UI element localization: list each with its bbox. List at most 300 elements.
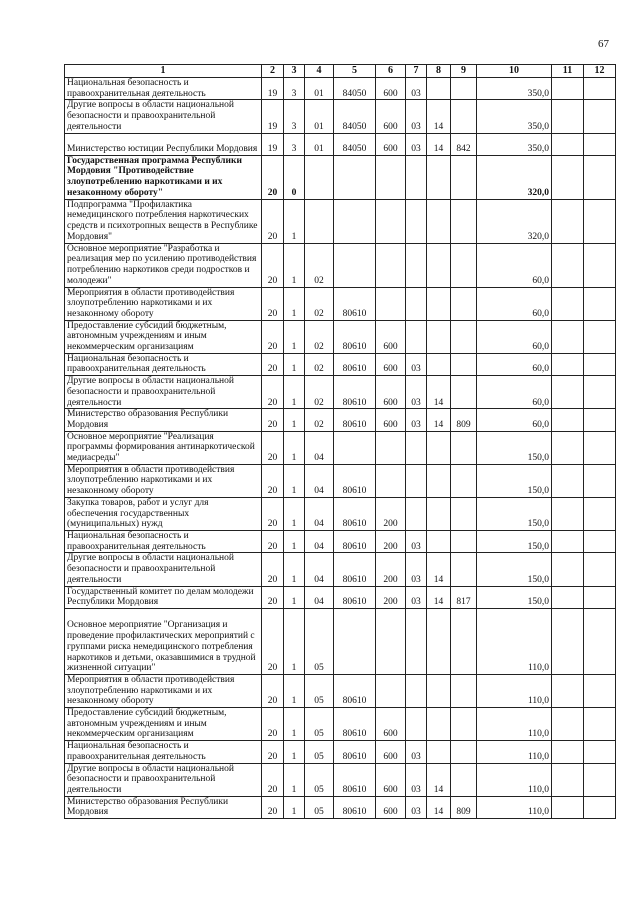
- table-row: [65, 199, 616, 243]
- cell-c7: [406, 608, 427, 674]
- cell-c10: 110,0: [477, 708, 552, 741]
- cell-c4: 02: [305, 243, 334, 287]
- row-name: Предоставление субсидий бюджетным, автономным учреждениям и иным некоммерческим организациям: [67, 708, 227, 740]
- cell-c3: 1: [284, 586, 305, 608]
- cell-c10: 150,0: [477, 497, 552, 530]
- cell-c2: 20: [262, 708, 284, 741]
- cell-c2: 19: [262, 78, 284, 100]
- cell-c9: 809: [451, 409, 477, 431]
- cell-c12: [584, 763, 616, 796]
- cell-c12: [584, 409, 616, 431]
- cell-c11: [552, 796, 584, 818]
- cell-c5: 80610: [334, 497, 376, 530]
- cell-c9: [451, 497, 477, 530]
- cell-c7: 03: [406, 796, 427, 818]
- cell-c10: 150,0: [477, 464, 552, 497]
- cell-c2: 20: [262, 586, 284, 608]
- cell-c2: 20: [262, 243, 284, 287]
- cell-c4: 01: [305, 100, 334, 133]
- row-name: Основное мероприятие "Разработка и реализация мер по усилению противодействия потреблению наркотиков среди подростков и молодежи": [67, 243, 257, 286]
- cell-c6: [376, 464, 406, 497]
- cell-c8: [427, 155, 451, 199]
- row-name: Национальная безопасность и правоохранительная деятельность: [67, 78, 206, 99]
- cell-c9: [451, 741, 477, 763]
- cell-c6: 600: [376, 763, 406, 796]
- cell-c11: [552, 133, 584, 155]
- cell-c4: 04: [305, 553, 334, 586]
- cell-c2: 20: [262, 796, 284, 818]
- table-row: [65, 133, 616, 155]
- cell-c3: 1: [284, 431, 305, 464]
- column-header-3: 3: [284, 65, 305, 78]
- cell-c3: 1: [284, 763, 305, 796]
- cell-c7: 03: [406, 741, 427, 763]
- cell-c9: [451, 78, 477, 100]
- cell-c3: 1: [284, 353, 305, 375]
- cell-c5: 80610: [334, 586, 376, 608]
- table-row: [65, 796, 616, 818]
- cell-c4: 02: [305, 409, 334, 431]
- row-name: Государственный комитет по делам молодежи Республики Мордовия: [67, 586, 254, 608]
- cell-c8: [427, 199, 451, 243]
- cell-c7: 03: [406, 133, 427, 155]
- cell-c10: 150,0: [477, 586, 552, 608]
- cell-c5: 80610: [334, 796, 376, 818]
- cell-c9: [451, 155, 477, 199]
- cell-c3: 1: [284, 497, 305, 530]
- cell-c6: 600: [376, 376, 406, 409]
- cell-c4: 05: [305, 708, 334, 741]
- cell-c12: [584, 78, 616, 100]
- cell-c9: [451, 530, 477, 552]
- cell-c11: [552, 431, 584, 464]
- cell-c9: [451, 376, 477, 409]
- row-name: Другие вопросы в области национальной безопасности и правоохранительной деятельности: [67, 763, 234, 795]
- cell-c8: [427, 708, 451, 741]
- cell-c12: [584, 586, 616, 608]
- cell-c4: 04: [305, 464, 334, 497]
- cell-c5: 80610: [334, 674, 376, 707]
- cell-c3: 1: [284, 708, 305, 741]
- cell-c7: [406, 199, 427, 243]
- cell-c2: 20: [262, 530, 284, 552]
- cell-c3: 1: [284, 741, 305, 763]
- cell-c4: 02: [305, 353, 334, 375]
- cell-c2: 20: [262, 608, 284, 674]
- cell-c8: [427, 320, 451, 353]
- cell-c2: 20: [262, 199, 284, 243]
- cell-c8: [427, 741, 451, 763]
- cell-c3: 1: [284, 409, 305, 431]
- cell-c12: [584, 100, 616, 133]
- cell-c6: 600: [376, 353, 406, 375]
- cell-c12: [584, 608, 616, 674]
- cell-c2: 20: [262, 320, 284, 353]
- table-row: [65, 78, 616, 100]
- cell-c10: 350,0: [477, 78, 552, 100]
- row-name-cell: [65, 353, 262, 375]
- cell-c12: [584, 133, 616, 155]
- cell-c5: 80610: [334, 708, 376, 741]
- cell-c11: [552, 100, 584, 133]
- cell-c8: [427, 464, 451, 497]
- cell-c7: 03: [406, 100, 427, 133]
- cell-c2: 20: [262, 497, 284, 530]
- row-name-cell: [65, 155, 262, 199]
- cell-c12: [584, 796, 616, 818]
- row-name: Закупка товаров, работ и услуг для обеспечения государственных (муниципальных) нужд: [67, 497, 209, 530]
- cell-c10: 150,0: [477, 530, 552, 552]
- row-name-cell: [65, 586, 262, 608]
- cell-c8: 14: [427, 100, 451, 133]
- cell-c4: 04: [305, 586, 334, 608]
- cell-c10: 60,0: [477, 353, 552, 375]
- cell-c4: 02: [305, 287, 334, 320]
- cell-c6: [376, 199, 406, 243]
- cell-c4: 04: [305, 530, 334, 552]
- row-name: Национальная безопасность и правоохранительная деятельность: [67, 530, 206, 552]
- row-name-cell: [65, 376, 262, 409]
- cell-c12: [584, 287, 616, 320]
- cell-c9: [451, 553, 477, 586]
- column-header-2: 2: [262, 65, 284, 78]
- row-name-cell: [65, 530, 262, 552]
- cell-c11: [552, 763, 584, 796]
- cell-c12: [584, 553, 616, 586]
- cell-c8: [427, 431, 451, 464]
- column-header-11: 11: [552, 65, 584, 78]
- cell-c2: 20: [262, 155, 284, 199]
- table-row: [65, 409, 616, 431]
- cell-c7: [406, 708, 427, 741]
- cell-c4: 02: [305, 320, 334, 353]
- cell-c7: [406, 674, 427, 707]
- cell-c8: [427, 353, 451, 375]
- row-name-cell: [65, 741, 262, 763]
- cell-c5: 80610: [334, 530, 376, 552]
- row-name-cell: [65, 320, 262, 353]
- column-header-5: 5: [334, 65, 376, 78]
- cell-c3: 1: [284, 376, 305, 409]
- column-header-8: 8: [427, 65, 451, 78]
- cell-c9: [451, 763, 477, 796]
- column-header-10: 10: [477, 65, 552, 78]
- cell-c7: 03: [406, 409, 427, 431]
- table-row: [65, 674, 616, 707]
- cell-c6: [376, 608, 406, 674]
- cell-c6: 600: [376, 78, 406, 100]
- cell-c5: 80610: [334, 763, 376, 796]
- row-name: Министерство юстиции Республики Мордовия: [67, 143, 258, 154]
- cell-c11: [552, 741, 584, 763]
- cell-c3: 1: [284, 320, 305, 353]
- row-name: Министерство образования Республики Мордовия: [67, 796, 229, 818]
- cell-c5: 84050: [334, 133, 376, 155]
- cell-c9: [451, 608, 477, 674]
- cell-c4: 01: [305, 78, 334, 100]
- cell-c12: [584, 353, 616, 375]
- cell-c8: [427, 608, 451, 674]
- cell-c2: 20: [262, 431, 284, 464]
- cell-c6: 600: [376, 708, 406, 741]
- cell-c5: 80610: [334, 553, 376, 586]
- cell-c8: 14: [427, 796, 451, 818]
- cell-c6: [376, 431, 406, 464]
- cell-c9: [451, 464, 477, 497]
- cell-c12: [584, 530, 616, 552]
- cell-c7: 03: [406, 586, 427, 608]
- cell-c10: 320,0: [477, 155, 552, 199]
- cell-c7: [406, 464, 427, 497]
- cell-c9: 842: [451, 133, 477, 155]
- column-header-4: 4: [305, 65, 334, 78]
- cell-c10: 150,0: [477, 431, 552, 464]
- cell-c2: 20: [262, 674, 284, 707]
- cell-c4: 05: [305, 608, 334, 674]
- cell-c8: [427, 287, 451, 320]
- table-row: [65, 243, 616, 287]
- cell-c9: [451, 431, 477, 464]
- cell-c7: 03: [406, 763, 427, 796]
- cell-c9: [451, 353, 477, 375]
- row-name-cell: [65, 796, 262, 818]
- cell-c6: 200: [376, 530, 406, 552]
- cell-c11: [552, 464, 584, 497]
- cell-c5: 80610: [334, 353, 376, 375]
- cell-c8: 14: [427, 133, 451, 155]
- cell-c2: 19: [262, 100, 284, 133]
- cell-c9: [451, 708, 477, 741]
- row-name: Подпрограмма "Профилактика немедицинского потребления наркотических средств и психотропных веществ в Республике Мордовия": [67, 199, 258, 242]
- table-row: [65, 497, 616, 530]
- table-row: [65, 320, 616, 353]
- cell-c8: 14: [427, 586, 451, 608]
- table-row: [65, 287, 616, 320]
- cell-c11: [552, 608, 584, 674]
- cell-c7: 03: [406, 78, 427, 100]
- row-name-cell: [65, 674, 262, 707]
- cell-c4: 05: [305, 796, 334, 818]
- cell-c11: [552, 553, 584, 586]
- row-name: Мероприятия в области противодействия злоупотреблению наркотиками и их незаконному обороту: [67, 464, 235, 497]
- row-name-cell: [65, 78, 262, 100]
- cell-c7: 03: [406, 353, 427, 375]
- cell-c5: 80610: [334, 409, 376, 431]
- cell-c5: [334, 199, 376, 243]
- cell-c10: 60,0: [477, 376, 552, 409]
- column-header-9: 9: [451, 65, 477, 78]
- table-row: [65, 553, 616, 586]
- row-name-cell: [65, 133, 262, 155]
- cell-c2: 19: [262, 133, 284, 155]
- cell-c12: [584, 708, 616, 741]
- cell-c3: 0: [284, 155, 305, 199]
- row-name: Другие вопросы в области национальной безопасности и правоохранительной деятельности: [67, 100, 234, 132]
- cell-c7: 03: [406, 553, 427, 586]
- cell-c10: 110,0: [477, 608, 552, 674]
- cell-c8: [427, 530, 451, 552]
- table-row: [65, 155, 616, 199]
- cell-c2: 20: [262, 409, 284, 431]
- row-name-cell: [65, 243, 262, 287]
- cell-c4: [305, 199, 334, 243]
- column-header-1: 1: [65, 65, 262, 78]
- cell-c5: 80610: [334, 741, 376, 763]
- row-name: Другие вопросы в области национальной безопасности и правоохранительной деятельности: [67, 553, 234, 585]
- table-row: [65, 530, 616, 552]
- cell-c4: 04: [305, 431, 334, 464]
- cell-c3: 1: [284, 553, 305, 586]
- cell-c2: 20: [262, 763, 284, 796]
- cell-c6: 600: [376, 100, 406, 133]
- cell-c9: [451, 287, 477, 320]
- cell-c3: 3: [284, 78, 305, 100]
- cell-c10: 60,0: [477, 409, 552, 431]
- cell-c11: [552, 199, 584, 243]
- cell-c5: 80610: [334, 287, 376, 320]
- table-row: [65, 100, 616, 133]
- cell-c3: 3: [284, 133, 305, 155]
- cell-c12: [584, 155, 616, 199]
- cell-c11: [552, 708, 584, 741]
- cell-c3: 1: [284, 464, 305, 497]
- cell-c10: 110,0: [477, 763, 552, 796]
- cell-c8: [427, 497, 451, 530]
- cell-c5: 84050: [334, 100, 376, 133]
- cell-c8: 14: [427, 553, 451, 586]
- cell-c3: 1: [284, 796, 305, 818]
- table-row: [65, 464, 616, 497]
- table-row: [65, 708, 616, 741]
- cell-c10: 110,0: [477, 796, 552, 818]
- cell-c7: [406, 155, 427, 199]
- row-name: Национальная безопасность и правоохранительная деятельность: [67, 353, 206, 375]
- table-row: [65, 353, 616, 375]
- cell-c11: [552, 287, 584, 320]
- column-header-6: 6: [376, 65, 406, 78]
- row-name-cell: [65, 409, 262, 431]
- cell-c5: 80610: [334, 464, 376, 497]
- table-row: [65, 608, 616, 674]
- cell-c8: 14: [427, 409, 451, 431]
- cell-c5: 80610: [334, 376, 376, 409]
- row-name: Основное мероприятие "Реализация программы формирования антинаркотической медиасреды": [67, 431, 255, 464]
- cell-c9: 817: [451, 586, 477, 608]
- cell-c12: [584, 741, 616, 763]
- cell-c3: 3: [284, 100, 305, 133]
- cell-c4: 05: [305, 763, 334, 796]
- row-name: Основное мероприятие "Организация и проведение профилактических мероприятий с группами риска немедицинского потребления наркотиков и детьми, оказавшимися в трудной жизненной ситуации": [67, 620, 256, 674]
- cell-c6: [376, 243, 406, 287]
- cell-c2: 20: [262, 376, 284, 409]
- cell-c3: 1: [284, 243, 305, 287]
- cell-c2: 20: [262, 741, 284, 763]
- cell-c3: 1: [284, 199, 305, 243]
- cell-c7: [406, 320, 427, 353]
- row-name-cell: [65, 464, 262, 497]
- cell-c9: [451, 674, 477, 707]
- row-name: Мероприятия в области противодействия злоупотреблению наркотиками и их незаконному обороту: [67, 287, 235, 319]
- row-name: Другие вопросы в области национальной безопасности и правоохранительной деятельности: [67, 376, 234, 408]
- row-name-cell: [65, 608, 262, 674]
- table-row: [65, 586, 616, 608]
- cell-c12: [584, 431, 616, 464]
- cell-c10: 60,0: [477, 320, 552, 353]
- cell-c6: 200: [376, 497, 406, 530]
- cell-c8: 14: [427, 763, 451, 796]
- cell-c6: 600: [376, 409, 406, 431]
- cell-c11: [552, 674, 584, 707]
- cell-c7: 03: [406, 376, 427, 409]
- cell-c3: 1: [284, 608, 305, 674]
- cell-c10: 320,0: [477, 199, 552, 243]
- table-row: [65, 431, 616, 464]
- column-header-7: 7: [406, 65, 427, 78]
- cell-c11: [552, 78, 584, 100]
- row-name-cell: [65, 708, 262, 741]
- table-row: [65, 741, 616, 763]
- cell-c3: 1: [284, 674, 305, 707]
- cell-c12: [584, 243, 616, 287]
- cell-c5: [334, 431, 376, 464]
- cell-c11: [552, 586, 584, 608]
- cell-c7: [406, 497, 427, 530]
- cell-c9: [451, 199, 477, 243]
- cell-c6: 200: [376, 586, 406, 608]
- cell-c6: [376, 155, 406, 199]
- cell-c2: 20: [262, 353, 284, 375]
- row-name-cell: [65, 100, 262, 133]
- cell-c9: [451, 320, 477, 353]
- cell-c11: [552, 155, 584, 199]
- cell-c10: 110,0: [477, 674, 552, 707]
- row-name: Национальная безопасность и правоохранительная деятельность: [67, 741, 206, 762]
- cell-c11: [552, 320, 584, 353]
- cell-c12: [584, 376, 616, 409]
- cell-c12: [584, 320, 616, 353]
- cell-c5: [334, 155, 376, 199]
- cell-c9: [451, 243, 477, 287]
- cell-c9: [451, 100, 477, 133]
- cell-c6: [376, 674, 406, 707]
- cell-c6: 200: [376, 553, 406, 586]
- cell-c11: [552, 243, 584, 287]
- header-row: [65, 65, 616, 78]
- row-name: Предоставление субсидий бюджетным, автономным учреждениям и иным некоммерческим организациям: [67, 320, 227, 353]
- cell-c6: 600: [376, 133, 406, 155]
- cell-c7: 03: [406, 530, 427, 552]
- cell-c4: 02: [305, 376, 334, 409]
- cell-c11: [552, 497, 584, 530]
- cell-c11: [552, 353, 584, 375]
- cell-c7: [406, 431, 427, 464]
- cell-c5: 80610: [334, 320, 376, 353]
- page-number: 67: [598, 38, 609, 50]
- cell-c10: 150,0: [477, 553, 552, 586]
- cell-c12: [584, 674, 616, 707]
- cell-c12: [584, 497, 616, 530]
- cell-c5: [334, 608, 376, 674]
- table-row: [65, 763, 616, 796]
- cell-c12: [584, 464, 616, 497]
- cell-c7: [406, 287, 427, 320]
- cell-c6: 600: [376, 741, 406, 763]
- row-name: Государственная программа Республики Мордовия "Противодействие злоупотреблению наркотиками и их незаконному обороту": [67, 155, 242, 198]
- cell-c3: 1: [284, 530, 305, 552]
- cell-c10: 60,0: [477, 287, 552, 320]
- cell-c6: 600: [376, 320, 406, 353]
- cell-c4: 05: [305, 674, 334, 707]
